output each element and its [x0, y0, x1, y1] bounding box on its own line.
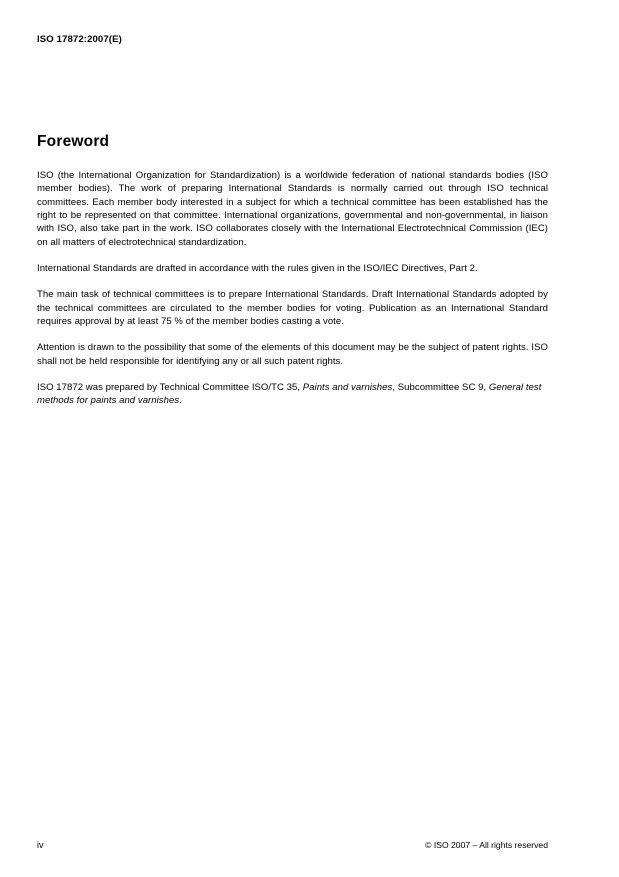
foreword-paragraph-3: The main task of technical committees is to prepare International Standards. Draft International Standards adopted by the technical committees are circulated to the member bodies for voting. Publication as an International Standard requires approval by at least 75 % of the member bodies casting a vote.: [37, 289, 548, 328]
foreword-paragraph-1: ISO (the International Organization for Standardization) is a worldwide federation of national standards bodies (ISO member bodies). The work of preparing International Standards is normally carried out through ISO technical committees. Each member body interested in a subject for which a technical committee has been established has the right to be represented on that committee. International organizations, governmental and non-governmental, in liaison with ISO, also take part in the work. ISO collaborates closely with the International Electrotechnical Commission (IEC) on all matters of electrotechnical standardization.: [37, 170, 548, 248]
foreword-paragraph-4: Attention is drawn to the possibility that some of the elements of this document may be the subject of patent rights. ISO shall not be held responsible for identifying any or all such patent rights.: [37, 342, 548, 367]
foreword-paragraph-5-text-part-2: , Subcommittee SC 9,: [392, 382, 489, 394]
page-content: [37, 133, 548, 408]
foreword-paragraph-5-text-part-3: .: [179, 395, 182, 407]
foreword-paragraph-5-italic-tc-title: Paints and varnishes: [302, 382, 393, 394]
running-header: ISO 17872:2007(E): [37, 34, 122, 45]
foreword-paragraph-5: [37, 381, 548, 408]
page-title: Foreword: [37, 133, 110, 150]
foreword-paragraph-5-text-part-1: ISO 17872 was prepared by Technical Committee ISO/TC 35,: [37, 382, 303, 394]
foreword-paragraph-2: International Standards are drafted in accordance with the rules given in the ISO/IEC Directives, Part 2.: [37, 263, 478, 275]
page-footer: [37, 838, 548, 852]
footer-copyright-notice: © ISO 2007 – All rights reserved: [425, 840, 548, 850]
foreword-paragraph-5-italic-sc-title: General test methods for paints and varnishes: [37, 382, 542, 407]
footer-page-number: iv: [37, 840, 44, 850]
